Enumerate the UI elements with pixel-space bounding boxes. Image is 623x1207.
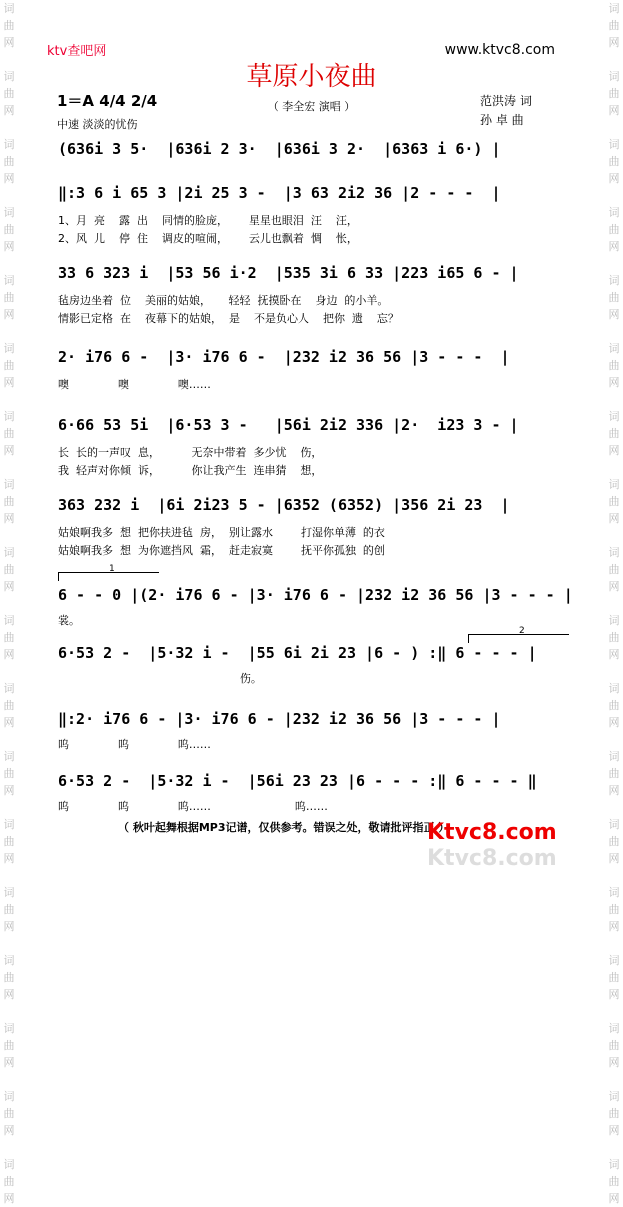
notation-row-8: 6·53 2 - |5·32 i - |55 6i 2i 23 |6 - ) :‖ 6 - - - | [58,644,537,662]
lyric-row-2-verse-1: 1、月 亮 露 出 同情的脸庞， 星星也眼泪 汪 汪， [58,214,358,227]
lyric-row-2-verse-2: 2、风 儿 停 住 调皮的喧闹， 云儿也飘着 惆 怅， [58,232,358,245]
logo-text: Ktvc8.com [427,820,557,845]
notation-row-5: 6·66 53 5i |6·53 3 - |56i 2i2 336 |2· i23 3 - | [58,416,519,434]
lyric-row-9: 呜 呜 呜…… [58,738,211,751]
notation-row-3: 33 6 323 i |53 56 i·2 |535 3i 6 33 |223 i65 6 - | [58,264,519,282]
singer-credit: （ 李全宏 演唱 ） [267,100,356,113]
lyric-row-8: 伤。 [58,672,262,685]
side-watermark-left: 词 曲 网 词 曲 网 词 曲 网 词 曲 网 词 曲 网 词 曲 网 词 曲 网 词 曲 网 词 曲 网 词 曲 网 词 曲 网 词 曲 网 词 曲 网 词 曲 网 词 曲 网 词 曲 网 词 曲 网 词 曲 网 [3,2,15,1205]
lyric-row-3-verse-1: 毡房边坐着 位 美丽的姑娘， 轻轻 抚摸卧在 身边 的小羊。 [58,294,389,307]
volta-bracket-1 [58,564,159,581]
lyric-row-10: 呜 呜 呜…… 呜…… [58,800,328,813]
site-url: www.ktvc8.com [444,42,555,58]
logo-reflection: Ktvc8.com [427,846,557,871]
notation-row-1: (636i 3 5· |636i 2 3· |636i 3 2· |6363 i 6·) | [58,140,501,158]
volta-bracket-2 [468,626,569,643]
lyricist-credit: 范洪涛 词 [480,94,532,108]
notation-row-2: ‖:3 6 i 65 3 |2i 25 3 - |3 63 2i2 36 |2 - - - | [58,184,501,202]
song-title: 草原小夜曲 [246,62,377,92]
lyric-row-5-verse-1: 长 长的一声叹 息， 无奈中带着 多少忧 伤， [58,446,323,459]
notation-row-6: 363 232 i |6i 2i23 5 - |6352 (6352) |356 2i 23 | [58,496,510,514]
ktvc8-logo [425,813,575,873]
notation-row-4: 2· i76 6 - |3· i76 6 - |232 i2 36 56 |3 - - - | [58,348,510,366]
lyric-row-6-verse-1: 姑娘啊我多 想 把你扶进毡 房， 别让露水 打湿你单薄 的衣 [58,526,385,539]
tempo-marking: 中速 淡淡的忧伤 [57,118,138,131]
volta-1-label: 1 [109,564,115,574]
brand-logo-text: ktv查吧网 [47,44,107,59]
side-watermark-right: 词 曲 网 词 曲 网 词 曲 网 词 曲 网 词 曲 网 词 曲 网 词 曲 网 词 曲 网 词 曲 网 词 曲 网 词 曲 网 词 曲 网 词 曲 网 词 曲 网 词 曲 网 词 曲 网 词 曲 网 词 曲 网 [608,2,620,1205]
lyric-row-4: 噢 噢 噢…… [58,378,211,391]
notation-row-9: ‖:2· i76 6 - |3· i76 6 - |232 i2 36 56 |3 - - - | [58,710,501,728]
lyric-row-7: 裳。 [58,614,80,627]
lyric-row-3-verse-2: 情影已定格 在 夜幕下的姑娘， 是 不是负心人 把你 遗 忘？ [58,312,399,325]
lyric-row-5-verse-2: 我 轻声对你倾 诉， 你让我产生 连串猜 想， [58,464,323,477]
volta-2-label: 2 [519,626,525,636]
transcriber-note: （ 秋叶起舞根据MP3记谱，仅供参考。错误之处，敬请批评指正 ） [118,821,450,834]
lyric-row-6-verse-2: 姑娘啊我多 想 为你遮挡风 霜， 赶走寂寞 抚平你孤独 的创 [58,544,385,557]
composer-credit: 孙 卓 曲 [480,113,524,127]
key-signature: 1＝A 4/4 2/4 [57,92,158,110]
notation-row-10: 6·53 2 - |5·32 i - |56i 23 23 |6 - - - :‖ 6 - - - ‖ [58,772,537,790]
notation-row-7: 6 - - 0 |(2· i76 6 - |3· i76 6 - |232 i2 36 56 |3 - - - | [58,586,573,604]
